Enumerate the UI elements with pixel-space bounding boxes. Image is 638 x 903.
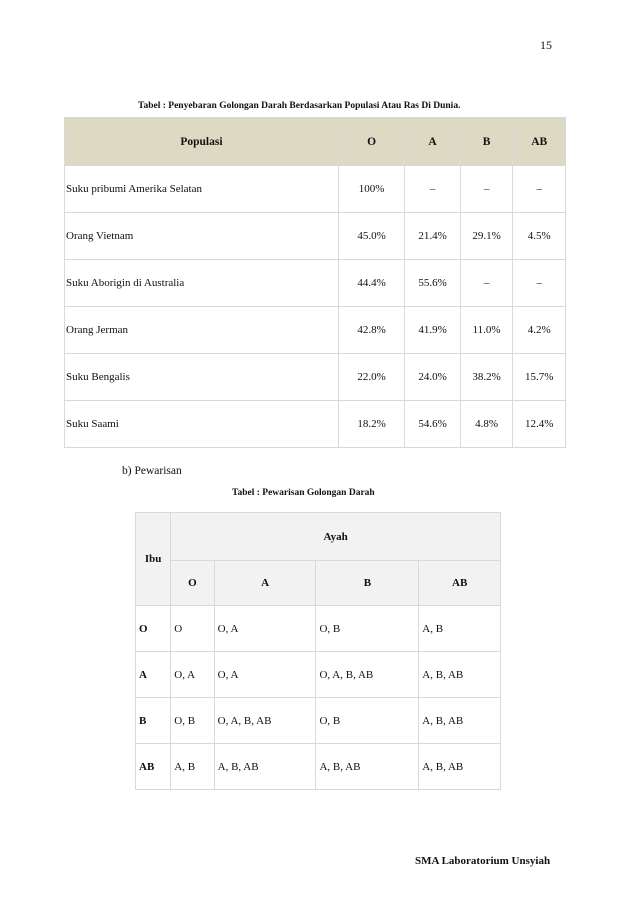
table-row	[136, 698, 501, 744]
table-row	[65, 307, 566, 354]
table-row	[65, 354, 566, 401]
header-ibu: Ibu	[136, 513, 171, 606]
header-ab: AB	[513, 118, 566, 166]
value-cell: 24.0%	[405, 354, 461, 401]
mother-type-cell: AB	[136, 744, 171, 790]
value-cell: 12.4%	[513, 401, 566, 448]
value-cell: 4.5%	[513, 213, 566, 260]
blood-type-distribution-table	[64, 117, 566, 448]
value-cell: 100%	[338, 166, 404, 213]
header-father-ab: AB	[419, 561, 501, 606]
value-cell: 22.0%	[338, 354, 404, 401]
value-cell: –	[513, 260, 566, 307]
inheritance-cell: O, A, B, AB	[214, 698, 316, 744]
footer-school-name: SMA Laboratorium Unsyiah	[415, 855, 551, 867]
table2-caption: Tabel : Pewarisan Golongan Darah	[232, 488, 375, 498]
population-cell: Suku Saami	[65, 401, 339, 448]
page-number: 15	[540, 38, 552, 52]
value-cell: 21.4%	[405, 213, 461, 260]
population-cell: Suku Aborigin di Australia	[65, 260, 339, 307]
inheritance-cell: O, B	[316, 698, 419, 744]
population-cell: Orang Vietnam	[65, 213, 339, 260]
inheritance-cell: O, A	[171, 652, 214, 698]
table2-col-header-row	[136, 561, 501, 606]
inheritance-cell: O, A, B, AB	[316, 652, 419, 698]
header-father-b: B	[316, 561, 419, 606]
inheritance-cell: A, B	[171, 744, 214, 790]
table-row	[65, 260, 566, 307]
header-father-a: A	[214, 561, 316, 606]
value-cell: 4.8%	[460, 401, 513, 448]
value-cell: 11.0%	[460, 307, 513, 354]
value-cell: –	[513, 166, 566, 213]
inheritance-cell: O	[171, 606, 214, 652]
inheritance-cell: A, B, AB	[419, 652, 501, 698]
inheritance-cell: A, B, AB	[419, 698, 501, 744]
header-o: O	[338, 118, 404, 166]
inheritance-cell: A, B, AB	[419, 744, 501, 790]
inheritance-cell: A, B, AB	[316, 744, 419, 790]
value-cell: 55.6%	[405, 260, 461, 307]
value-cell: 38.2%	[460, 354, 513, 401]
table-row	[136, 606, 501, 652]
inheritance-cell: A, B, AB	[214, 744, 316, 790]
value-cell: –	[460, 166, 513, 213]
table2-group-header-row	[136, 513, 501, 561]
table1-caption: Tabel : Penyebaran Golongan Darah Berdasarkan Populasi Atau Ras Di Dunia.	[138, 101, 461, 111]
header-b: B	[460, 118, 513, 166]
value-cell: 42.8%	[338, 307, 404, 354]
blood-type-inheritance-table	[135, 512, 501, 790]
inheritance-cell: O, B	[171, 698, 214, 744]
table-row	[136, 652, 501, 698]
inheritance-cell: A, B	[419, 606, 501, 652]
header-populasi: Populasi	[65, 118, 339, 166]
mother-type-cell: O	[136, 606, 171, 652]
value-cell: –	[405, 166, 461, 213]
table-row	[65, 401, 566, 448]
mother-type-cell: A	[136, 652, 171, 698]
table-row	[136, 744, 501, 790]
value-cell: 44.4%	[338, 260, 404, 307]
table-row	[65, 166, 566, 213]
population-cell: Suku pribumi Amerika Selatan	[65, 166, 339, 213]
section-label: b) Pewarisan	[122, 465, 182, 477]
mother-type-cell: B	[136, 698, 171, 744]
table1-header-row	[65, 118, 566, 166]
value-cell: 29.1%	[460, 213, 513, 260]
population-cell: Orang Jerman	[65, 307, 339, 354]
value-cell: 15.7%	[513, 354, 566, 401]
header-ayah: Ayah	[171, 513, 501, 561]
value-cell: 4.2%	[513, 307, 566, 354]
value-cell: 45.0%	[338, 213, 404, 260]
inheritance-cell: O, B	[316, 606, 419, 652]
header-father-o: O	[171, 561, 214, 606]
header-a: A	[405, 118, 461, 166]
value-cell: –	[460, 260, 513, 307]
value-cell: 41.9%	[405, 307, 461, 354]
value-cell: 54.6%	[405, 401, 461, 448]
table-row	[65, 213, 566, 260]
inheritance-cell: O, A	[214, 652, 316, 698]
value-cell: 18.2%	[338, 401, 404, 448]
inheritance-cell: O, A	[214, 606, 316, 652]
population-cell: Suku Bengalis	[65, 354, 339, 401]
